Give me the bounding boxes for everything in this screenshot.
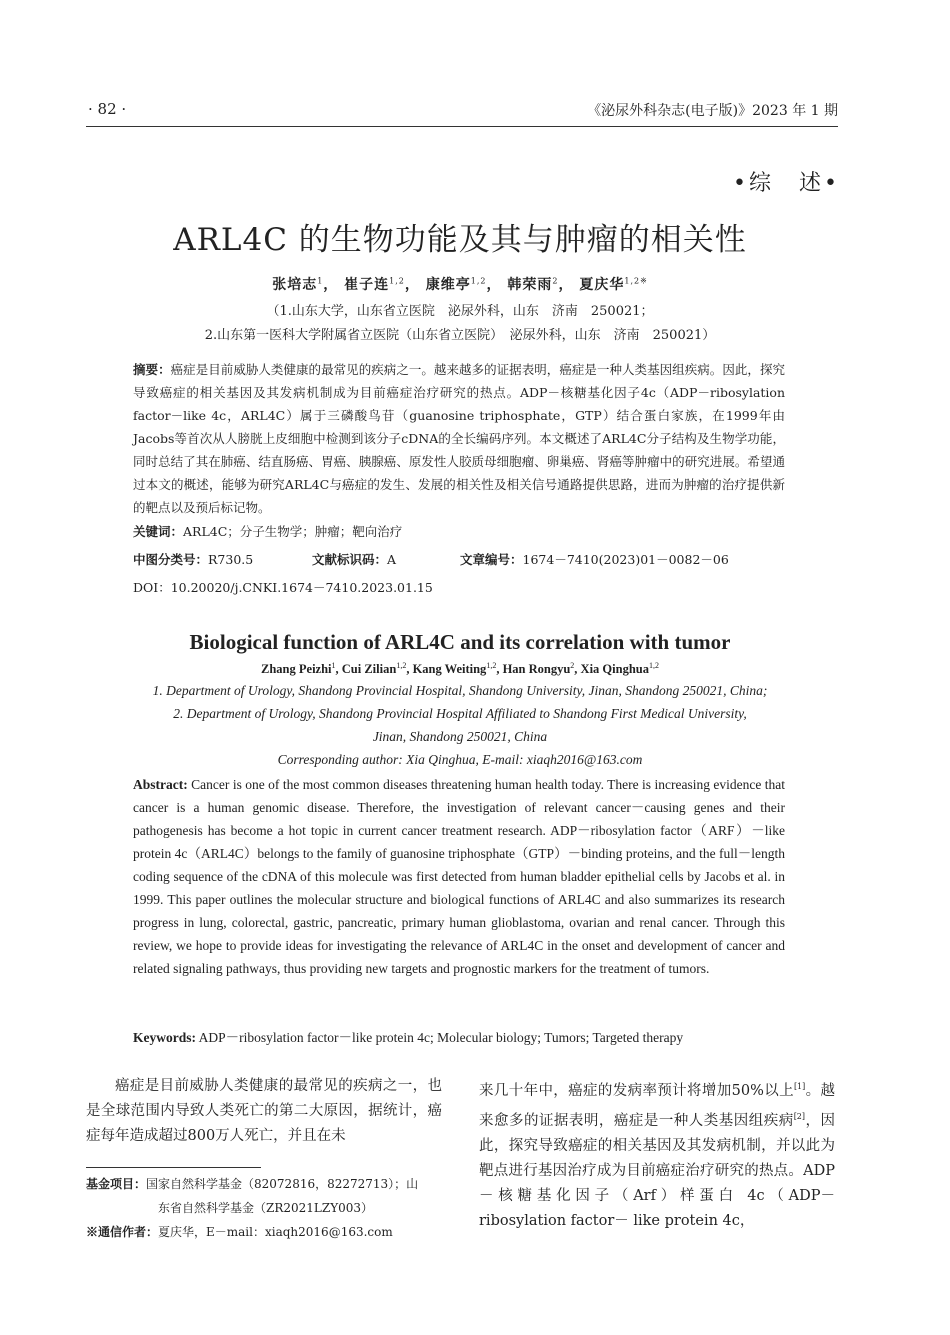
article-number (460, 550, 729, 568)
doc-label: 文献标识码： (312, 552, 388, 567)
author-sup: 1,2 (389, 276, 405, 286)
keywords-cn-label: 关键词： (133, 524, 184, 539)
author-cn: 夏庆华 (579, 277, 625, 293)
article-label: 文章编号： (460, 552, 523, 567)
doi: DOI：10.20020/j.CNKI.1674－7410.2023.01.15 (133, 580, 433, 595)
authors-en: Zhang Peizhi$^1$, Cui Zilian$^{1,2}$, Kang Weiting$^{1,2}$, Han Rongyu$^2$, Xia Qinghua$^{1,2}$ (261, 661, 659, 677)
author-sup: 1,2 (486, 661, 497, 670)
corresponding-author-en: Corresponding author: Xia Qinghua, E-mail: xiaqh2016@163.com (277, 752, 643, 767)
fund-label: 基金项目： (86, 1177, 147, 1191)
journal-name: 《泌尿外科杂志(电子版)》2023 年 1 期 (587, 103, 838, 119)
author-en: Han Rongyu (502, 662, 571, 677)
author-cn: 韩荣雨 (507, 277, 553, 293)
affiliation-cn-2: 2.山东第一医科大学附属省立医院（山东省立医院） 泌尿外科，山东 济南 250021） (204, 328, 716, 343)
body-column-right (479, 1074, 835, 1234)
keywords-cn-text: ARL4C；分子生物学；肿瘤；靶向治疗 (183, 524, 403, 539)
author-sup: 1 (331, 661, 336, 670)
title-en: Biological function of ARL4C and its correlation with tumor (189, 630, 731, 654)
classification-row (133, 550, 253, 568)
authors-cn: 张培志$^1$， 崔子连$^{1,2}$， 康维亭$^{1,2}$， 韩荣雨$^2$， 夏庆华$^{1,2※}$ (272, 276, 648, 293)
body-text: ，因此，探究导致癌症的相关基因及其发病机制，并以此为靶点进行基因治疗成为目前癌症治疗研究的热点。ADP－核糖基化因子（Arf）样蛋白 4c（ADP－ ribosylation factor－ like protein 4c， (479, 1112, 836, 1229)
author-en: Cui Zilian (341, 662, 397, 677)
corr-text: 夏庆华，E－mail：xiaqh2016@163.com (158, 1225, 393, 1239)
footnote-fund-cont: 东省自然科学基金（ZR2021LZY003） (158, 1201, 374, 1215)
footnote-fund (86, 1172, 442, 1196)
body-text: 来几十年中，癌症的发病率预计将增加50%以上 (479, 1082, 794, 1099)
author-en: Kang Weiting (412, 662, 487, 677)
header-rule (86, 126, 838, 127)
footnote-rule (86, 1167, 261, 1168)
affiliation-cn-1: （1.山东大学，山东省立医院 泌尿外科，山东 济南 250021； (266, 304, 654, 319)
title-cn: ARL4C 的生物功能及其与肿瘤的相关性 (173, 222, 747, 258)
citation-ref: [2] (793, 1111, 806, 1121)
page-number: · 82 · (88, 100, 127, 118)
doc-code (312, 550, 396, 568)
keywords-en-text: ADP－ribosylation factor－like protein 4c; Molecular biology; Tumors; Targeted therapy (198, 1030, 684, 1045)
abstract-en-label: Abstract: (133, 777, 188, 792)
author-sup: 1,2※ (624, 276, 648, 286)
author-en: Xia Qinghua (580, 662, 649, 677)
author-cn: 崔子连 (344, 277, 390, 293)
body-column-left: 癌症是目前威胁人类健康的最常见的疾病之一，也是全球范围内导致人类死亡的第二大原因，据统计，癌症每年造成超过800万人死亡，并且在未 (86, 1078, 442, 1144)
abstract-en-text: Cancer is one of the most common diseases threatening human health today. There is increasing evidence that cancer is a human genomic disease. Therefore, the investigation of relevant cancer－causing genes and their pathogenesis has become a hot topic in current cancer treatment research. ADP－ribosylation factor（ARF）－like protein 4c（ARL4C）belongs to the family of guanosine triphosphate（GTP）－binding proteins, and the full－length coding sequence of the cDNA of this molecule was first detected from human bladder epithelial cells by Jacobs et al. in 1999. This paper outlines the molecular structure and biological functions of ARL4C and also summarizes its research progress in lung, colorectal, gastric, pancreatic, primary human glioblastoma, ovarian and renal cancer. Through this review, we hope to provide ideas for investigating the relevance of ARL4C in the onset and development of cancer and related signaling pathways, thus providing new targets and prognostic markers for the treatment of tumors. (133, 777, 786, 976)
abstract-cn-text: 癌症是目前威胁人类健康的最常见的疾病之一。越来越多的证据表明，癌症是一种人类基因组疾病。因此，探究导致癌症的相关基因及其发病机制成为目前癌症治疗研究的热点。ADP－核糖基化因子4c（ADP－ribosylation factor－like 4c，ARL4C）属于三磷酸鸟苷（guanosine triphosphate，GTP）结合蛋白家族，在1999年由Jacobs等首次从人膀胱上皮细胞中检测到该分子cDNA的全长编码序列。本文概述了ARL4C分子结构及生物学功能，同时总结了其在肺癌、结直肠癌、胃癌、胰腺癌、原发性人胶质母细胞瘤、卵巢癌、肾癌等肿瘤中的研究进展。希望通过本文的概述，能够为研究ARL4C与癌症的发生、发展的相关性及相关信号通路提供思路，进而为肿瘤的治疗提供新的靶点以及预后标记物。 (133, 362, 785, 515)
abstract-cn-label: 摘要： (133, 362, 171, 377)
abstract-cn (133, 358, 785, 519)
body-text: 。越来愈多的证据表明，癌症是一种人类基因组疾病 (479, 1082, 836, 1129)
affiliation-en-3: Jinan, Shandong 250021, China (372, 729, 548, 744)
citation-ref: [1] (793, 1082, 806, 1091)
affiliation-en-1: 1. Department of Urology, Shandong Provincial Hospital, Shandong University, Jinan, Shandong 250021, China; (152, 683, 768, 698)
affiliation-en-2: 2. Department of Urology, Shandong Provincial Hospital Affiliated to Shandong First Medical University, (173, 706, 747, 721)
doc-value: A (387, 552, 397, 567)
author-sup: 2 (570, 661, 575, 670)
corr-label: ※通信作者： (86, 1225, 159, 1239)
keywords-en (133, 1026, 785, 1049)
abstract-en (133, 773, 785, 980)
clc-label: 中图分类号： (133, 552, 209, 567)
author-sup: 1,2 (396, 661, 407, 670)
keywords-cn (133, 520, 785, 543)
author-cn: 康维亭 (425, 277, 471, 293)
section-label: •综 述• (733, 171, 840, 196)
author-sup: 1,2 (470, 276, 487, 286)
author-sup: 1,2 (648, 661, 659, 670)
author-en: Zhang Peizhi (261, 662, 332, 677)
article-value: 1674－7410(2023)01－0082－06 (522, 552, 729, 567)
author-cn: 张培志 (272, 277, 318, 293)
author-sup: 2 (552, 276, 559, 286)
footnote-corresponding (86, 1220, 442, 1244)
fund-text: 国家自然科学基金（82072816，82272713）；山 (146, 1177, 419, 1191)
author-sup: 1 (317, 276, 324, 286)
keywords-en-label: Keywords: (133, 1030, 196, 1045)
clc-value: R730.5 (208, 552, 254, 567)
